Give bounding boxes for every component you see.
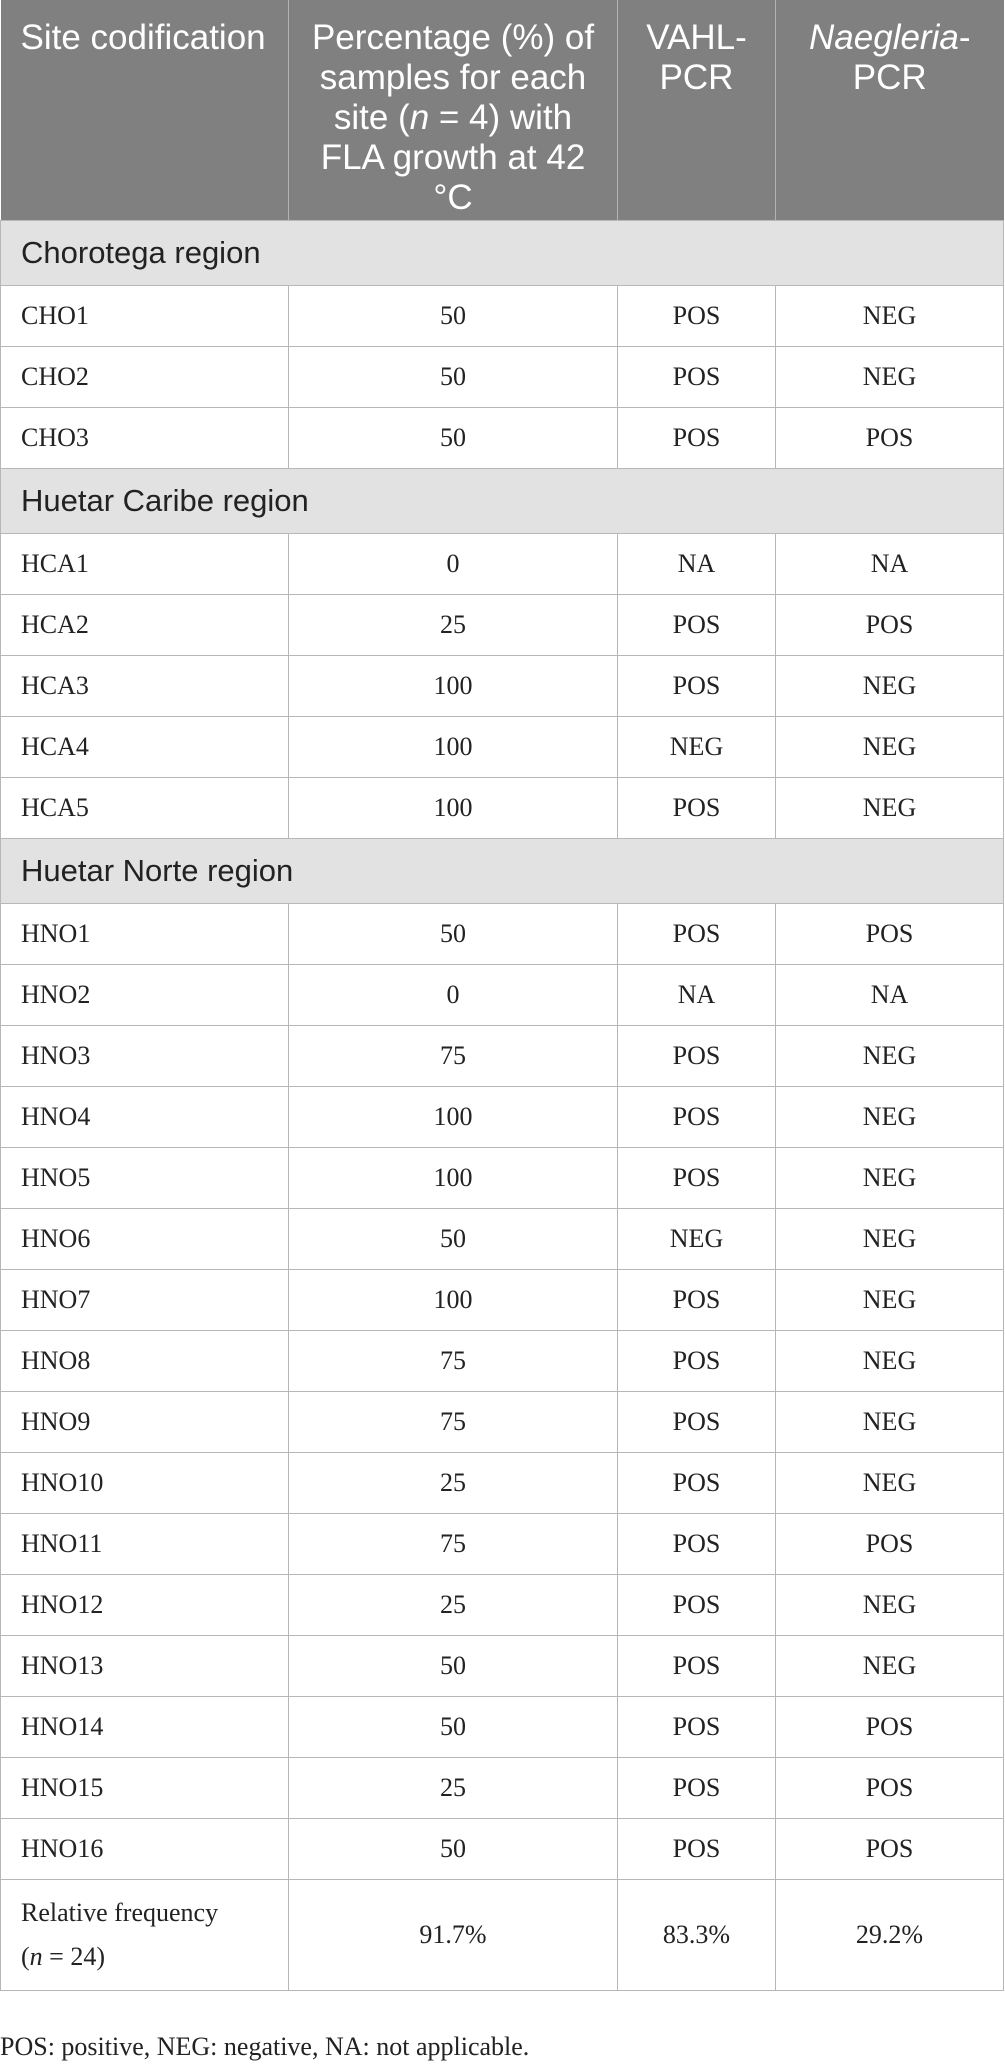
table-row — [1, 1757, 1004, 1818]
table-row — [1, 1147, 1004, 1208]
vahl-result: POS — [618, 594, 776, 655]
site-code: HNO13 — [1, 1635, 289, 1696]
percentage-value: 75 — [289, 1025, 618, 1086]
percentage-value: 25 — [289, 1452, 618, 1513]
naegleria-result: POS — [776, 1818, 1004, 1879]
percentage-value: 50 — [289, 1696, 618, 1757]
table-row — [1, 1330, 1004, 1391]
naegleria-result: POS — [776, 594, 1004, 655]
vahl-result: POS — [618, 1269, 776, 1330]
frequency-naegleria: 29.2% — [776, 1879, 1004, 1990]
header-naegleria-pcr — [776, 0, 1004, 220]
naegleria-result: POS — [776, 1513, 1004, 1574]
percentage-value: 50 — [289, 1818, 618, 1879]
naegleria-result: NEG — [776, 1086, 1004, 1147]
naegleria-result: NEG — [776, 1269, 1004, 1330]
frequency-percentage: 91.7% — [289, 1879, 618, 1990]
site-code: HNO11 — [1, 1513, 289, 1574]
footnote: POS: positive, NEG: negative, NA: not applicable. — [0, 2032, 530, 2061]
table-row — [1, 285, 1004, 346]
site-code: HNO3 — [1, 1025, 289, 1086]
vahl-result: POS — [618, 1391, 776, 1452]
percentage-value: 100 — [289, 1269, 618, 1330]
site-code: HNO7 — [1, 1269, 289, 1330]
vahl-result: POS — [618, 407, 776, 468]
site-code: HCA3 — [1, 655, 289, 716]
percentage-value: 50 — [289, 285, 618, 346]
region-row — [1, 468, 1004, 533]
table-row — [1, 1208, 1004, 1269]
naegleria-result: NA — [776, 964, 1004, 1025]
site-code: HCA4 — [1, 716, 289, 777]
percentage-value: 25 — [289, 1757, 618, 1818]
header-site-codification: Site codification — [1, 0, 289, 220]
region-label: Chorotega region — [1, 220, 1004, 285]
header-vahl-pcr: VAHL-PCR — [618, 0, 776, 220]
percentage-value: 0 — [289, 964, 618, 1025]
percentage-value: 25 — [289, 1574, 618, 1635]
vahl-result: POS — [618, 1757, 776, 1818]
naegleria-result: NEG — [776, 346, 1004, 407]
vahl-result: POS — [618, 655, 776, 716]
percentage-value: 100 — [289, 716, 618, 777]
percentage-value: 100 — [289, 777, 618, 838]
naegleria-result: NEG — [776, 285, 1004, 346]
naegleria-result: NEG — [776, 1025, 1004, 1086]
table-row — [1, 407, 1004, 468]
naegleria-result: NA — [776, 533, 1004, 594]
vahl-result: NA — [618, 964, 776, 1025]
frequency-vahl: 83.3% — [618, 1879, 776, 1990]
table-row — [1, 1086, 1004, 1147]
header-pct-text1: Percentage (%) of samples for each site ( — [311, 18, 595, 137]
percentage-value: 100 — [289, 1147, 618, 1208]
percentage-value: 75 — [289, 1513, 618, 1574]
site-code: HNO16 — [1, 1818, 289, 1879]
table-row — [1, 1269, 1004, 1330]
site-code: CHO1 — [1, 285, 289, 346]
vahl-result: POS — [618, 1574, 776, 1635]
table-row — [1, 903, 1004, 964]
naegleria-result: NEG — [776, 1208, 1004, 1269]
percentage-value: 25 — [289, 594, 618, 655]
site-code: HNO1 — [1, 903, 289, 964]
freq-label-n: n — [29, 1941, 43, 1971]
table-row — [1, 533, 1004, 594]
vahl-result: NA — [618, 533, 776, 594]
freq-label-count: = 24) — [42, 1941, 105, 1971]
site-code: HNO14 — [1, 1696, 289, 1757]
relative-frequency-label — [1, 1879, 289, 1990]
naegleria-result: POS — [776, 407, 1004, 468]
header-naegleria-rest: -PCR — [852, 18, 971, 97]
vahl-result: POS — [618, 1086, 776, 1147]
percentage-value: 75 — [289, 1330, 618, 1391]
vahl-result: POS — [618, 1025, 776, 1086]
site-code: HCA2 — [1, 594, 289, 655]
vahl-result: POS — [618, 346, 776, 407]
vahl-result: POS — [618, 903, 776, 964]
table-body — [1, 220, 1004, 1990]
percentage-value: 50 — [289, 903, 618, 964]
naegleria-result: NEG — [776, 716, 1004, 777]
table-row — [1, 777, 1004, 838]
site-code: CHO3 — [1, 407, 289, 468]
freq-label-text: Relative frequency — [21, 1897, 219, 1927]
naegleria-result: POS — [776, 1757, 1004, 1818]
vahl-result: POS — [618, 1330, 776, 1391]
table-row — [1, 594, 1004, 655]
percentage-value: 100 — [289, 655, 618, 716]
table-row — [1, 1025, 1004, 1086]
vahl-result: POS — [618, 1696, 776, 1757]
region-label: Huetar Norte region — [1, 838, 1004, 903]
table-row — [1, 346, 1004, 407]
header-naegleria-italic: Naegleria — [809, 18, 959, 57]
naegleria-result: POS — [776, 1696, 1004, 1757]
vahl-result: POS — [618, 1513, 776, 1574]
table-row — [1, 716, 1004, 777]
region-row — [1, 838, 1004, 903]
header-percentage — [289, 0, 618, 220]
region-row — [1, 220, 1004, 285]
naegleria-result: NEG — [776, 1574, 1004, 1635]
table-row — [1, 1391, 1004, 1452]
naegleria-result: NEG — [776, 1330, 1004, 1391]
percentage-value: 75 — [289, 1391, 618, 1452]
site-code: HNO12 — [1, 1574, 289, 1635]
site-code: HNO6 — [1, 1208, 289, 1269]
vahl-result: POS — [618, 1452, 776, 1513]
table-row — [1, 1818, 1004, 1879]
vahl-result: NEG — [618, 1208, 776, 1269]
percentage-value: 0 — [289, 533, 618, 594]
relative-frequency-row — [1, 1879, 1004, 1990]
naegleria-result: NEG — [776, 1391, 1004, 1452]
naegleria-result: NEG — [776, 655, 1004, 716]
site-code: HNO15 — [1, 1757, 289, 1818]
percentage-value: 50 — [289, 407, 618, 468]
percentage-value: 50 — [289, 346, 618, 407]
site-code: HNO5 — [1, 1147, 289, 1208]
header-row — [1, 0, 1004, 220]
percentage-value: 50 — [289, 1635, 618, 1696]
site-code: HCA1 — [1, 533, 289, 594]
naegleria-result: NEG — [776, 777, 1004, 838]
table-row — [1, 1696, 1004, 1757]
site-code: HNO8 — [1, 1330, 289, 1391]
vahl-result: POS — [618, 777, 776, 838]
naegleria-result: NEG — [776, 1147, 1004, 1208]
region-label: Huetar Caribe region — [1, 468, 1004, 533]
naegleria-result: POS — [776, 903, 1004, 964]
table-row — [1, 1513, 1004, 1574]
freq-label-open: ( — [21, 1941, 30, 1971]
header-pct-n: n — [409, 98, 430, 137]
vahl-result: POS — [618, 1147, 776, 1208]
site-code: HNO4 — [1, 1086, 289, 1147]
table-row — [1, 1574, 1004, 1635]
vahl-result: NEG — [618, 716, 776, 777]
table-row — [1, 655, 1004, 716]
header-pct-text2: = 4) with FLA growth at 42 °C — [320, 98, 586, 217]
site-code: HCA5 — [1, 777, 289, 838]
table-row — [1, 1635, 1004, 1696]
vahl-result: POS — [618, 1635, 776, 1696]
site-code: HNO9 — [1, 1391, 289, 1452]
table-row — [1, 964, 1004, 1025]
percentage-value: 100 — [289, 1086, 618, 1147]
vahl-result: POS — [618, 285, 776, 346]
percentage-value: 50 — [289, 1208, 618, 1269]
naegleria-result: NEG — [776, 1635, 1004, 1696]
site-code: CHO2 — [1, 346, 289, 407]
site-code: HNO10 — [1, 1452, 289, 1513]
site-code: HNO2 — [1, 964, 289, 1025]
naegleria-result: NEG — [776, 1452, 1004, 1513]
vahl-result: POS — [618, 1818, 776, 1879]
table-row — [1, 1452, 1004, 1513]
